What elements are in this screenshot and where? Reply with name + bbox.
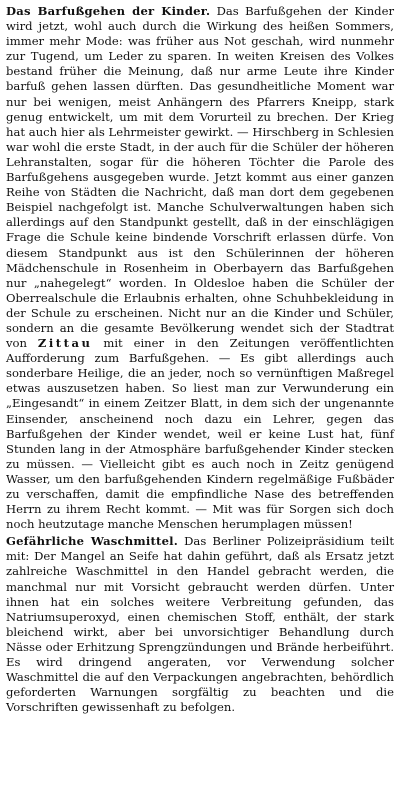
article-headline: Gefährliche Waschmittel.	[6, 534, 179, 549]
article-paragraph	[6, 4, 394, 532]
article-paragraph	[6, 534, 394, 715]
article-body-text: Das Berliner Polizeipräsidium teilt mit: Der Mangel an Seife hat dahin geführt, daß als Ersatz jetzt zahlreiche Waschmittel in den Handel gebracht werden, die manchmal nur mit Vorsicht gebraucht werden dürfen. Unter ihnen hat ein solches weitere Verbreitung gefunden, das Natriumsuperoxyd, einen chemischen Stoff, enthält, der stark bleichend wirkt, aber bei unvorsichtiger Behandlung durch Nässe oder Erhitzung Sprengzündungen und Brände herbeiführt. Es wird dringend angeraten, vor Verwendung solcher Waschmittel die auf den Verpackungen angebrachten, behördlich geforderten Warnungen sorgfältig zu beachten und die Vorschriften gewissenhaft zu befolgen.	[6, 534, 394, 715]
article-body-text: Das Barfußgehen der Kinder wird jetzt, wohl auch durch die Wirkung des heißen Sommers, immer mehr Mode: was früher aus Not geschah, wird nunmehr zur Tugend, um Leder zu sparen. In weiten Kreisen des Volkes bestand früher die Meinung, daß nur arme Leute ihre Kinder barfuß gehen lassen dürften. Das gesundheitliche Moment war nur bei wenigen, meist Anhängern des Pfarrers Kneipp, stark genug entwickelt, um mit dem Vorurteil zu brechen. Der Krieg hat auch hier als Lehrmeister gewirkt. — Hirschberg in Schlesien war wohl die erste Stadt, in der auch für die Schüler der höheren Lehranstalten, sogar für die höheren Töchter die Parole des Barfußgehens ausgegeben wurde. Jetzt kommt aus einer ganzen Reihe von Städten die Nachricht, daß man dort dem gegebenen Beispiel nachgefolgt ist. Manche Schulverwaltungen haben sich allerdings auf den Standpunkt gestellt, daß in der einschlägigen Frage die Schule keine bindende Vorschrift erlassen dürfe. Von diesem Standpunkt aus ist den Schülerinnen der höheren Mädchenschule in Rosenheim in Oberbayern das Barfußgehen nur „nahegelegt“ worden. In Oldesloe haben die Schüler der Oberrealschule die Erlaubnis erhalten, ohne Schuhbekleidung in der Schule zu erscheinen. Nicht nur an die Kinder und Schüler, sondern an die gesamte Bevölkerung wendet sich der Stadtrat von	[6, 4, 394, 351]
article-headline: Das Barfußgehen der Kinder.	[6, 4, 211, 18]
article-body-text: mit einer in den Zeitungen veröffentlichten Aufforderung zum Barfußgehen. — Es gibt allerdings auch sonderbare Heilige, die an jeder, noch so vernünftigen Maßregel etwas auszusetzen haben. So liest man zur Verwunderung ein „Eingesandt“ in einem Zeitzer Blatt, in dem sich der ungenannte Einsender, anscheinend noch dazu ein Lehrer, gegen das Barfußgehen der Kinder wendet, weil er keine Lust hat, fünf Stunden lang in der Atmosphäre barfußgehender Kinder stecken zu müssen. — Vielleicht gibt es auch noch in Zeitz genügend Wasser, um den barfußgehenden Kindern regelmäßige Fußbäder zu verschaffen, damit die empfindliche Nase des betreffenden Herrn zu ihrem Recht kommt. — Mit was für Sorgen sich doch noch heutzutage manche Menschen herumplagen müssen!	[6, 336, 395, 532]
article-waschmittel	[6, 534, 394, 715]
newspaper-column	[6, 4, 394, 715]
article-barfussgehen	[6, 4, 394, 532]
spaced-word: Zittau	[37, 336, 93, 351]
